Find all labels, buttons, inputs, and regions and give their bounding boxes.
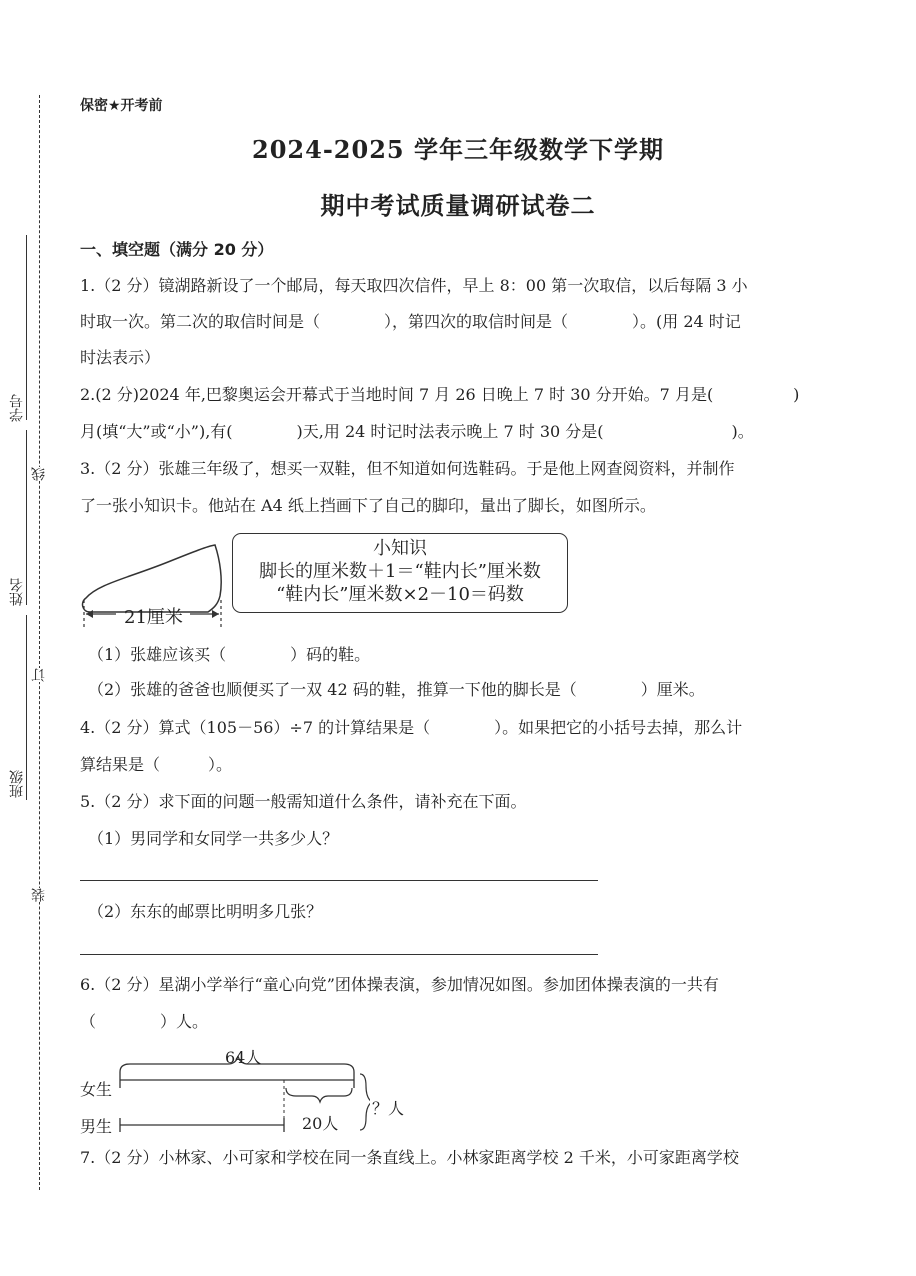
q4-line1: 4.（2 分）算式（105－56）÷7 的计算结果是（ ）。如果把它的小括号去掉，那么计 bbox=[80, 718, 743, 737]
knowledge-card-rule1: 脚长的厘米数＋1＝“鞋内长”厘米数 bbox=[259, 561, 541, 582]
boys-label: 男生 bbox=[80, 1117, 113, 1136]
q7-line1: 7.（2 分）小林家、小可家和学校在同一条直线上。小林家距离学校 2 千米，小可家距离学校 bbox=[80, 1148, 739, 1167]
knowledge-card-rule2: “鞋内长”厘米数×2－10＝码数 bbox=[276, 584, 524, 605]
binding-dashed-line bbox=[39, 95, 40, 1190]
page-title: 2024-2025 学年三年级数学下学期 bbox=[252, 135, 664, 164]
knowledge-card-title: 小知识 bbox=[373, 538, 427, 559]
q5-answer-line1[interactable] bbox=[80, 880, 598, 881]
class-blank[interactable] bbox=[26, 615, 27, 800]
page-subtitle: 期中考试质量调研试卷二 bbox=[320, 191, 596, 220]
foot-arrowhead-right bbox=[212, 610, 219, 618]
q2-line1: 2.(2 分)2024 年,巴黎奥运会开幕式于当地时间 7 月 26 日晚上 7 时 30 分开始。7 月是( ) bbox=[80, 385, 800, 404]
q5-line1: 5.（2 分）求下面的问题一般需知道什么条件，请补充在下面。 bbox=[80, 792, 527, 811]
binding-mark-xian: 线 bbox=[31, 467, 47, 481]
total-brace bbox=[360, 1074, 370, 1130]
difference-brace bbox=[286, 1088, 352, 1102]
q4-line2: 算结果是（ ）。 bbox=[80, 755, 233, 774]
name-label: 姓名 bbox=[9, 578, 25, 606]
q5-sub2: （2）东东的邮票比明明多几张？ bbox=[88, 902, 323, 921]
name-blank[interactable] bbox=[26, 430, 27, 605]
confidential-note: 保密★开考前 bbox=[80, 98, 163, 114]
section-heading: 一、填空题（满分 20 分） bbox=[80, 240, 274, 259]
q6-line2: （ ）人。 bbox=[80, 1012, 209, 1031]
q2-line2: 月(填“大”或“小”),有( )天,用 24 时记时法表示晚上 7 时 30 分是( )。 bbox=[80, 422, 754, 441]
student-id-blank[interactable] bbox=[26, 235, 27, 420]
q1-line1: 1.（2 分）镜湖路新设了一个邮局，每天取四次信件，早上 8：00 第一次取信，以后每隔 3 小 bbox=[80, 276, 748, 295]
class-label: 班级 bbox=[9, 770, 25, 798]
foot-length-label: 21厘米 bbox=[124, 607, 183, 628]
knowledge-card bbox=[232, 533, 568, 613]
q3-line1: 3.（2 分）张雄三年级了，想买一双鞋，但不知道如何选鞋码。于是他上网查阅资料，并制作 bbox=[80, 459, 735, 478]
student-id-label: 学号 bbox=[9, 394, 25, 422]
q1-line2: 时取一次。第二次的取信时间是（ ），第四次的取信时间是（ ）。(用 24 时记 bbox=[80, 312, 741, 331]
q3-sub1: （1）张雄应该买（ ）码的鞋。 bbox=[88, 645, 371, 664]
q5-answer-line2[interactable] bbox=[80, 954, 598, 955]
binding-mark-zhuang: 装 bbox=[31, 888, 47, 902]
girls-count-label: 64人 bbox=[225, 1048, 262, 1067]
q3-line2: 了一张小知识卡。他站在 A4 纸上挡画下了自己的脚印，量出了脚长，如图所示。 bbox=[80, 496, 656, 515]
foot-outline bbox=[83, 545, 222, 612]
binding-mark-ding: 订 bbox=[31, 668, 47, 682]
difference-label: 20人 bbox=[302, 1114, 339, 1133]
q1-line3: 时法表示） bbox=[80, 348, 161, 367]
q5-sub1: （1）男同学和女同学一共多少人？ bbox=[88, 829, 339, 848]
girls-label: 女生 bbox=[80, 1080, 113, 1099]
total-label: ？人 bbox=[372, 1099, 405, 1118]
q6-line1: 6.（2 分）星湖小学举行“童心向党”团体操表演，参加情况如图。参加团体操表演的一共有 bbox=[80, 975, 719, 994]
q3-sub2: （2）张雄的爸爸也顺便买了一双 42 码的鞋，推算一下他的脚长是（ ）厘米。 bbox=[88, 680, 705, 699]
